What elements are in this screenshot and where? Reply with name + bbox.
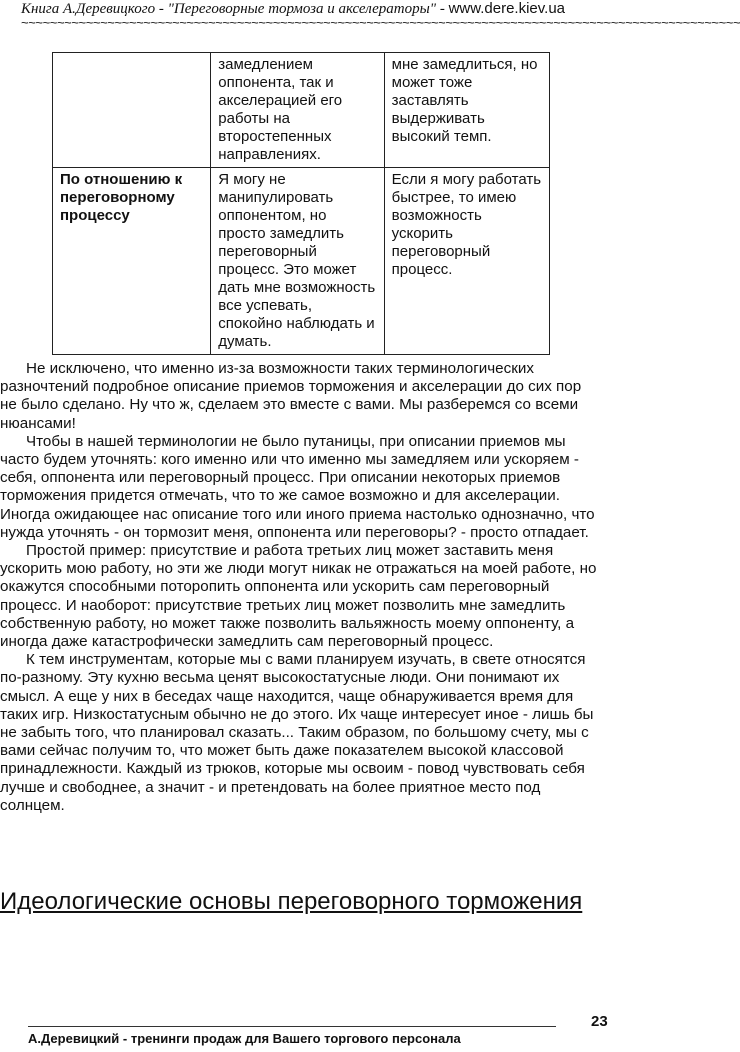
table-row (53, 168, 550, 355)
comparison-table (52, 52, 550, 355)
body-text (0, 360, 600, 815)
footer-text: А.Деревицкий - тренинги продаж для Вашего торгового персонала (28, 1031, 461, 1046)
header-tilde-rule: ~~~~~~~~~~~~~~~~~~~~~~~~~~~~~~~~~~~~~~~~~~~~~~~~~~~~~~~~~~~~~~~~~~~~~~~~~~~~~~~~~~~~~~~~~~~~~~~~~~~~ (21, 15, 740, 30)
braking-cell: замедлением оппонента, так и акселерацией его работы на второстепенных направлениях. (211, 53, 384, 168)
paragraph: Чтобы в нашей терминологии не было путаницы, при описании приемов мы часто будем уточнять: кого именно или что именно мы замедляем или ускоряем - себя, оппонента или переговорный процесс. При описании некоторых приемов торможения придется отмечать, что то же самое возможно и для акселерации. Иногда ожидающее нас описание того или иного приема настолько однозначно, что нужда уточнять - он тормозит меня, оппонента или переговоры? - просто отпадает. (0, 432, 595, 541)
paragraph: Простой пример: присутствие и работа третьих лиц может заставить меня ускорить мою работу, но эти же люди могут никак не отражаться на моей работе, но окажутся способными поторопить оппонента или ускорить сам переговорный процесс. И наоборот: присутствие третьих лиц может позволить мне замедлить собственную работу, но может также позволить вальяжность моему оппоненту, а иногда даже катастрофически замедлить сам переговорный процесс. (0, 542, 597, 651)
page-number: 23 (591, 1013, 608, 1030)
footer-divider (28, 1026, 556, 1027)
paragraph: Не исключено, что именно из-за возможности таких терминологических разночтений подробное описание приемов торможения и акселерации до сих пор не было сделано. Ну что ж, сделаем это вместе с вами. Мы разберемся со всеми нюансами! (0, 360, 582, 432)
row-label: По отношению к переговорному процессу (53, 168, 211, 355)
acceleration-cell: Если я могу работать быстрее, то имею возможность ускорить переговорный процесс. (384, 168, 549, 355)
section-heading: Идеологические основы переговорного торможения (0, 888, 583, 915)
acceleration-cell: мне замедлиться, но может тоже заставлять выдерживать высокий темп. (384, 53, 549, 168)
site-url[interactable]: www.dere.kiev.ua (448, 0, 566, 17)
row-label (53, 53, 211, 168)
table-row (53, 53, 550, 168)
paragraph: К тем инструментам, которые мы с вами планируем изучать, в свете относятся по-разному. Эту кухню весьма ценят высокостатусные люди. Они понимают их смысл. А еще у них в беседах чаще находится, чаще обнаруживается время для таких игр. Низкостатусным обычно не до этого. Их чаще интересует иное - лишь бы не забыть того, что планировал сказать... Таким образом, по большому счету, мы с вами сейчас получим то, что может быть даже показателем высокой классовой принадлежности. Каждый из трюков, которые мы освоим - повод чувствовать себя лучше и свободнее, а значит - и претендовать на более приятное место под солнцем. (0, 651, 594, 814)
book-title: Книга А.Деревицкого - "Переговорные тормоза и акселераторы" - (21, 1, 449, 17)
braking-cell: Я могу не манипулировать оппонентом, но просто замедлить переговорный процесс. Это может дать мне возможность все успевать, спокойно наблюдать и думать. (211, 168, 384, 355)
